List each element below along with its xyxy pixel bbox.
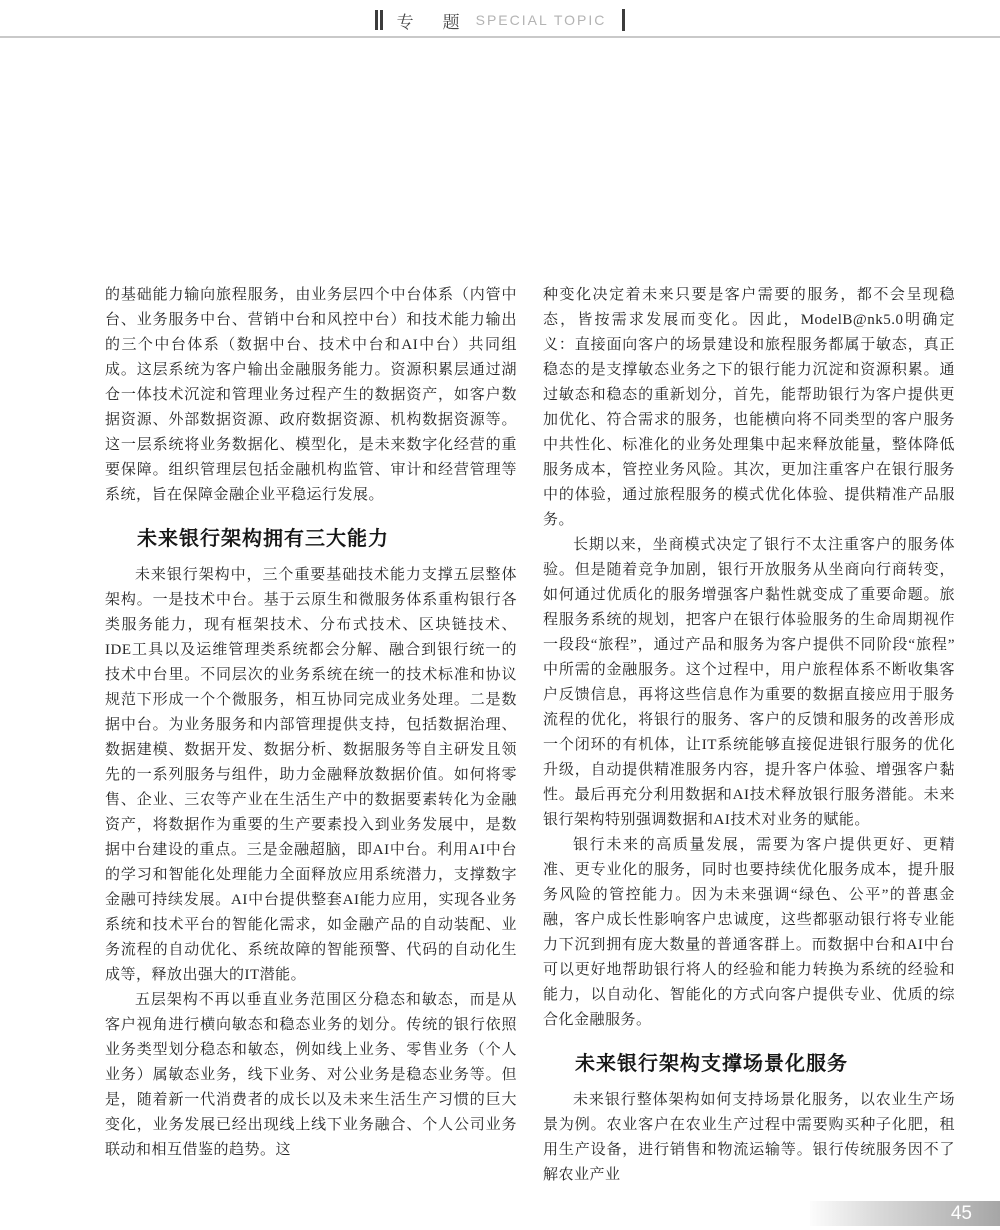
section-heading-scenario-services: 未来银行架构支撑场景化服务 <box>575 1053 848 1075</box>
paragraph: 长期以来，坐商模式决定了银行不太注重客户的服务体验。但是随着竞争加剧，银行开放服务从坐商向行商转变，如何通过优质化的服务增强客户黏性就变成了重要命题。旅程服务系统的规划，把客户在银行体验服务的生命周期视作一段段“旅程”，通过产品和服务为客户提供不同阶段“旅程”中所需的金融服务。这个过程中，用户旅程体系不断收集客户反馈信息，再将这些信息作为重要的数据直接应用于服务流程的优化，将银行的服务、客户的反馈和服务的改善形成一个闭环的有机体，让IT系统能够直接促进银行服务的优化升级，自动提供精准服务内容，提升客户体验、增强客户黏性。最后再充分利用数据和AI技术释放银行服务潜能。未来银行架构特别强调数据和AI技术对业务的赋能。 <box>543 537 955 828</box>
paragraph: 未来银行架构中，三个重要基础技术能力支撑五层整体架构。一是技术中台。基于云原生和微服务体系重构银行各类服务能力，现有框架技术、分布式技术、区块链技术、IDE工具以及运维管理类系统都会分解、融合到银行统一的技术中台里。不同层次的业务系统在统一的技术标准和协议规范下形成一个个微服务，相互协同完成业务处理。二是数据中台。为业务服务和内部管理提供支持，包括数据治理、数据建模、数据开发、数据分析、数据服务等自主研发且领先的一系列服务与组件，助力金融释放数据价值。如何将零售、企业、三农等产业在生活生产中的数据要素转化为金融资产，将数据作为重要的生产要素投入到业务发展中，是数据中台建设的重点。三是金融超脑，即AI中台。利用AI中台的学习和智能化处理能力全面释放应用系统潜力，支撑数字金融可持续发展。AI中台提供整套AI能力应用，实现各业务系统和技术平台的智能化需求，如金融产品的自动装配、业务流程的自动优化、系统故障的智能预警、代码的自动化生成等，释放出强大的IT潜能。 <box>105 567 517 983</box>
paragraph-continued: 的基础能力输向旅程服务，由业务层四个中台体系（内管中台、业务服务中台、营销中台和风控中台）和技术能力输出的三个中台体系（数据中台、技术中台和AI中台）共同组成。这层系统为客户输出金融服务能力。资源积累层通过湖仓一体技术沉淀和管理业务过程产生的数据资产，如客户数据资源、外部数据资源、政府数据资源、机构数据资源等。这一层系统将业务数据化、模型化，是未来数字化经营的重要保障。组织管理层包括金融机构监管、审计和经营管理等系统，旨在保障金融企业平稳运行发展。 <box>105 287 517 503</box>
single-bar-icon <box>622 9 625 31</box>
paragraph-continued: 种变化决定着未来只要是客户需要的服务，都不会呈现稳态，皆按需求发展而变化。因此，ModelB@nk5.0明确定义：直接面向客户的场景建设和旅程服务都属于敏态，真正稳态的是支撑敏态业务之下的银行能力沉淀和资源积累。通过敏态和稳态的重新划分，首先，能帮助银行为客户提供更加优化、符合需求的服务，也能横向将不同类型的客户服务中共性化、标准化的业务处理集中起来释放能量，整体降低服务成本，管控业务风险。其次，更加注重客户在银行服务中的体验，通过旅程服务的模式优化体验、提供精准产品服务。 <box>543 287 955 528</box>
paragraph: 未来银行整体架构如何支持场景化服务，以农业生产场景为例。农业客户在农业生产过程中需要购买种子化肥，租用生产设备，进行销售和物流运输等。银行传统服务因不了解农业产业 <box>543 1092 955 1183</box>
right-column <box>543 283 955 1188</box>
article-body <box>105 283 955 1188</box>
page-number: 45 <box>950 1202 972 1224</box>
left-column <box>105 283 517 1188</box>
topic-title-cn: 专 题 <box>396 12 466 32</box>
section-heading-three-capabilities: 未来银行架构拥有三大能力 <box>137 528 389 550</box>
header-divider <box>0 36 1000 38</box>
footer-band <box>810 1201 1000 1226</box>
page-header <box>0 6 1000 34</box>
double-bar-icon <box>375 10 383 30</box>
topic-title-en: SPECIAL TOPIC <box>475 12 607 28</box>
paragraph: 银行未来的高质量发展，需要为客户提供更好、更精准、更专业化的服务，同时也要持续优化服务成本，提升服务风险的管控能力。因为未来强调“绿色、公平”的普惠金融，客户成长性影响客户忠诚度，这些都驱动银行将专业能力下沉到拥有庞大数量的普通客群上。而数据中台和AI中台可以更好地帮助银行将人的经验和能力转换为系统的经验和能力，以自动化、智能化的方式向客户提供专业、优质的综合化金融服务。 <box>543 837 955 1028</box>
paragraph: 五层架构不再以垂直业务范围区分稳态和敏态，而是从客户视角进行横向敏态和稳态业务的划分。传统的银行依照业务类型划分稳态和敏态，例如线上业务、零售业务（个人业务）属敏态业务，线下业务、对公业务是稳态业务等。但是，随着新一代消费者的成长以及未来生活生产习惯的巨大变化，业务发展已经出现线上线下业务融合、个人公司业务联动和相互借鉴的趋势。这 <box>105 992 517 1158</box>
